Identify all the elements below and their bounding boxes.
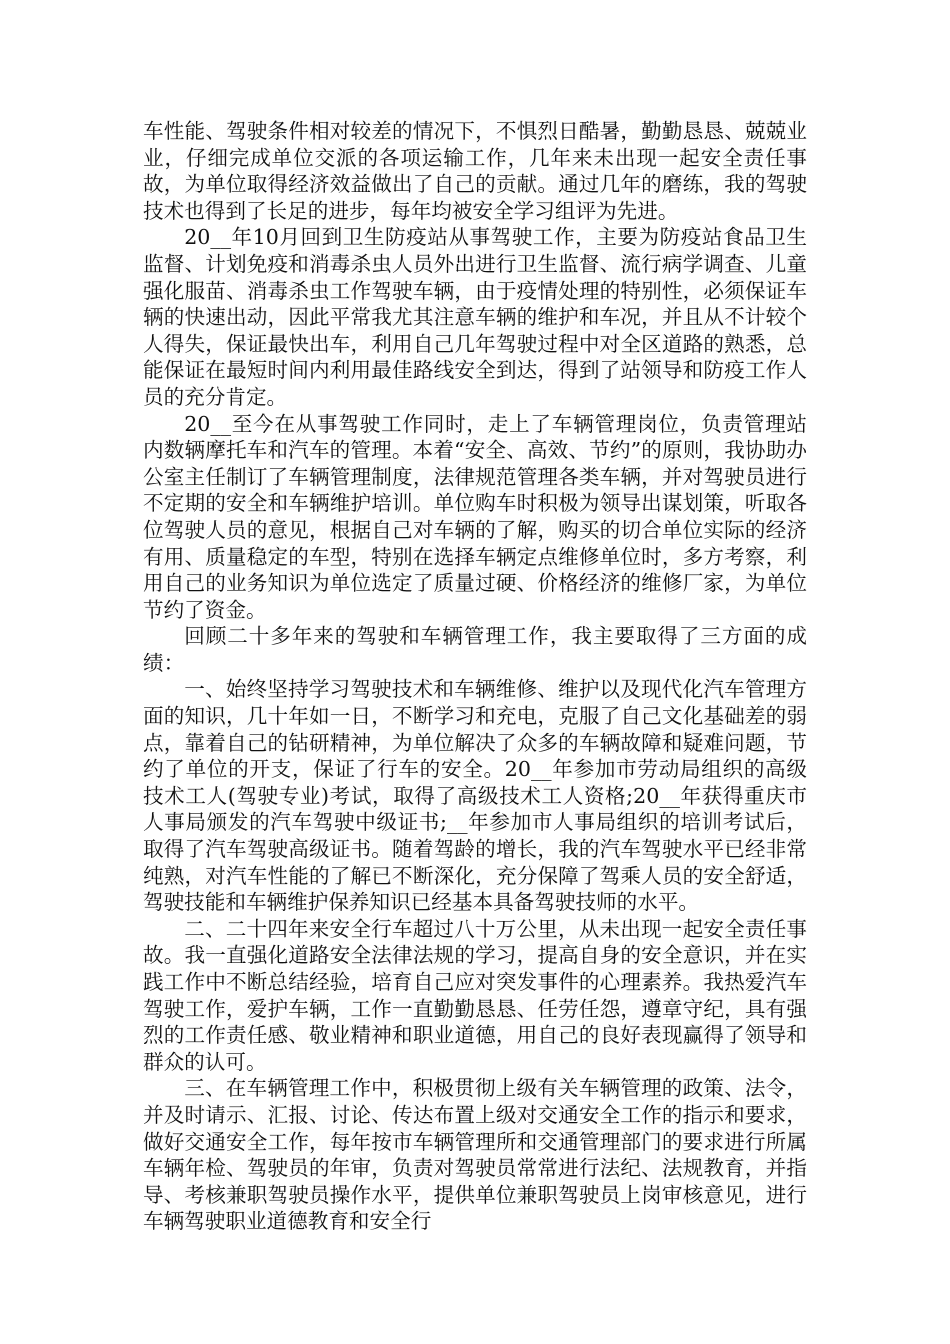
document-body [143,118,807,1235]
paragraph-vehicle-management: 20__至今在从事驾驶工作同时，走上了车辆管理岗位，负责管理站内数辆摩托车和汽车的管理。本着“安全、高效、节约”的原则，我协助办公室主任制订了车辆管理制度，法律规范管理各类车辆，并对驾驶员进行不定期的安全和车辆维护培训。单位购车时积极为领导出谋划策，听取各位驾驶人员的意见，根据自己对车辆的了解，购买的切合单位实际的经济有用、质量稳定的车型，特别在选择车辆定点维修单位时，多方考察，利用自己的业务知识为单位选定了质量过硬、价格经济的维修厂家，为单位节约了资金。 [143,411,807,622]
paragraph-review-intro: 回顾二十多年来的驾驶和车辆管理工作，我主要取得了三方面的成绩： [143,624,807,675]
paragraph-achievement-two: 二、二十四年来安全行车超过八十万公里，从未出现一起安全责任事故。我一直强化道路安全法律法规的学习，提高自身的安全意识，并在实践工作中不断总结经验，培育自己应对突发事件的心理素养。我热爱汽车驾驶工作，爱护车辆，工作一直勤勤恳恳、任劳任怨，遵章守纪，具有强烈的工作责任感、敬业精神和职业道德，用自己的良好表现赢得了领导和群众的认可。 [143,916,807,1074]
paragraph-epidemic-station: 20__年10月回到卫生防疫站从事驾驶工作，主要为防疫站食品卫生监督、计划免疫和消毒杀虫人员外出进行卫生监督、流行病学调查、儿童强化服苗、消毒杀虫工作驾驶车辆，由于疫情处理的特别性，必须保证车辆的快速出动，因此平常我尤其注意车辆的维护和车况，并且从不计较个人得失，保证最快出车，利用自己几年驾驶过程中对全区道路的熟悉，总能保证在最短时间内利用最佳路线安全到达，得到了站领导和防疫工作人员的充分肯定。 [143,225,807,409]
paragraph-continuation: 车性能、驾驶条件相对较差的情况下，不惧烈日酷暑，勤勤恳恳、兢兢业业，仔细完成单位交派的各项运输工作，几年来未出现一起安全责任事故，为单位取得经济效益做出了自己的贡献。通过几年的磨练，我的驾驶技术也得到了长足的进步，每年均被安全学习组评为先进。 [143,119,807,223]
paragraph-achievement-one: 一、始终坚持学习驾驶技术和车辆维修、维护以及现代化汽车管理方面的知识，几十年如一日，不断学习和充电，克服了自己文化基础差的弱点，靠着自己的钻研精神，为单位解决了众多的车辆故障和疑难问题，节约了单位的开支，保证了行车的安全。20__年参加市劳动局组织的高级技术工人(驾驶专业)考试，取得了高级技术工人资格;20__年获得重庆市人事局颁发的汽车驾驶中级证书;__年参加市人事局组织的培训考试后，取得了汽车驾驶高级证书。随着驾龄的增长，我的汽车驾驶水平已经非常纯熟，对汽车性能的了解已不断深化，充分保障了驾乘人员的安全舒适，驾驶技能和车辆维护保养知识已经基本具备驾驶技师的水平。 [143,677,807,915]
paragraph-achievement-three: 三、在车辆管理工作中，积极贯彻上级有关车辆管理的政策、法令，并及时请示、汇报、讨论、传达布置上级对交通安全工作的指示和要求，做好交通安全工作，每年按市车辆管理所和交通管理部门的要求进行所属车辆年检、驾驶员的年审，负责对驾驶员常常进行法纪、法规教育，并指导、考核兼职驾驶员操作水平，提供单位兼职驾驶员上岗审核意见，进行车辆驾驶职业道德教育和安全行 [143,1076,807,1234]
